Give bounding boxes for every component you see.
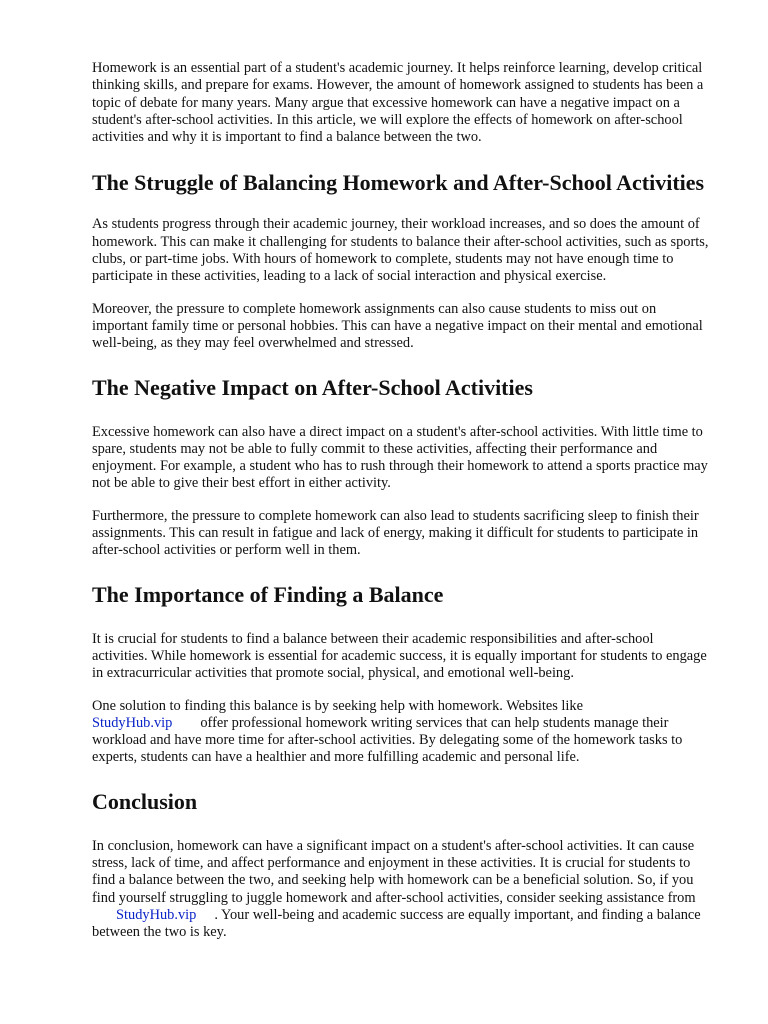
balance-paragraph-1: It is crucial for students to find a balance between their academic responsibilities and after-school activities. While homework is essential for academic success, it is equally important for students to engage in extracurricular activities that promote social, physical, and emotional well-being. bbox=[92, 630, 707, 682]
conclusion-paragraph bbox=[92, 838, 712, 942]
studyhub-link[interactable]: StudyHub.vip bbox=[116, 906, 197, 923]
document-page bbox=[92, 60, 712, 942]
conclusion-text-after-link: . Your well-being and academic success are equally important, and finding a balance between the two is key. bbox=[92, 906, 701, 941]
intro-paragraph: Homework is an essential part of a student's academic journey. It helps reinforce learning, develop critical thinking skills, and prepare for exams. However, the amount of homework assigned to students has been a topic of debate for many years. Many argue that excessive homework can have a negative impact on a student's after-school activities. In this article, we will explore the effects of homework on after-school activities and why it is important to find a balance between the two. bbox=[92, 60, 704, 146]
balance-paragraph-2 bbox=[92, 698, 712, 767]
negative-paragraph-1: Excessive homework can also have a direct impact on a student's after-school activities. With little time to spare, students may not be able to fully commit to these activities, affecting their performance and enjoyment. For example, a student who has to rush through their homework to attend a sports practice may not be able to give their best effort in either activity. bbox=[92, 423, 708, 492]
conclusion-text-before-link: In conclusion, homework can have a significant impact on a student's after-school activities. It can cause stress, lack of time, and affect performance and enjoyment in these activities. It is crucial for students to find a balance between the two, and seeking help with homework can be a beneficial solution. So, if you find yourself struggling to juggle homework and after-school activities, consider seeking assistance from bbox=[92, 837, 696, 906]
heading-struggle: The Struggle of Balancing Homework and After-School Activities bbox=[92, 170, 705, 196]
struggle-paragraph-2: Moreover, the pressure to complete homework assignments can also cause students to miss out on important family time or personal hobbies. This can have a negative impact on their mental and emotional well-being, as they may feel overwhelmed and stressed. bbox=[92, 300, 703, 352]
balance-text-after-link: offer professional homework writing services that can help students manage their workload and have more time for after-school activities. By delegating some of the homework tasks to experts, students can have a healthier and more fulfilling academic and personal life. bbox=[92, 714, 683, 766]
studyhub-link[interactable]: StudyHub.vip bbox=[92, 714, 173, 731]
balance-text-before-link: One solution to finding this balance is by seeking help with homework. Websites like bbox=[92, 697, 583, 714]
heading-finding-balance: The Importance of Finding a Balance bbox=[92, 581, 444, 607]
struggle-paragraph-1: As students progress through their academic journey, their workload increases, and so does the amount of homework. This can make it challenging for students to balance their after-school activities, such as sports, clubs, or part-time jobs. With hours of homework to complete, students may not have enough time to participate in these activities, leading to a lack of social interaction and physical exercise. bbox=[92, 216, 709, 285]
heading-conclusion: Conclusion bbox=[92, 788, 198, 814]
heading-negative-impact: The Negative Impact on After-School Activities bbox=[92, 374, 533, 400]
negative-paragraph-2: Furthermore, the pressure to complete homework can also lead to students sacrificing sleep to finish their assignments. This can result in fatigue and lack of energy, making it difficult for students to participate in after-school activities or perform well in them. bbox=[92, 507, 699, 559]
